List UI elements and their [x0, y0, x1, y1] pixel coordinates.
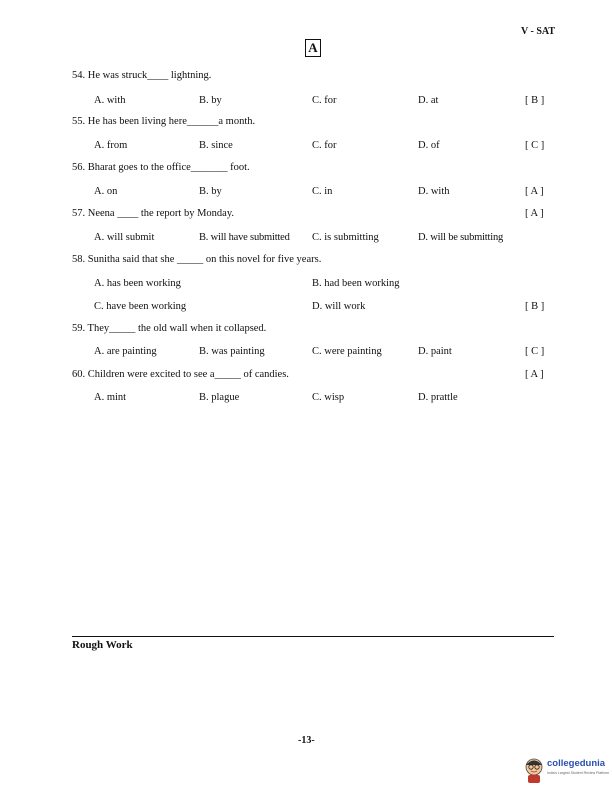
question-58-text: 58. Sunitha said that she _____ on this novel for five years. — [72, 254, 322, 265]
question-57-option-b: B. will have submitted — [199, 232, 290, 243]
question-57-text: 57. Neena ____ the report by Monday. — [72, 208, 235, 219]
question-55-answer: [ C ] — [525, 140, 545, 151]
question-55-option-b: B. since — [199, 140, 233, 151]
question-59-option-b: B. was painting — [199, 346, 265, 357]
question-56-option-a: A. on — [94, 186, 118, 197]
question-54-option-a: A. with — [94, 95, 126, 106]
rough-work-divider — [72, 636, 554, 637]
question-55-option-c: C. for — [312, 140, 337, 151]
question-58-option-a: A. has been working — [94, 278, 181, 289]
question-60-text: 60. Children were excited to see a_____ of candies. — [72, 369, 289, 380]
question-54-answer: [ B ] — [525, 95, 545, 106]
question-60-option-b: B. plague — [199, 392, 240, 403]
question-59-option-a: A. are painting — [94, 346, 157, 357]
question-57-option-c: C. is submitting — [312, 232, 379, 243]
question-55-text: 55. He has been living here______a month. — [72, 116, 256, 127]
brand-tagline: India's Largest Student Review Platform — [547, 771, 610, 775]
question-58-answer: [ B ] — [525, 301, 545, 312]
rough-work-label: Rough Work — [72, 639, 133, 651]
question-56-option-d: D. with — [418, 186, 450, 197]
question-56-option-c: C. in — [312, 186, 333, 197]
question-60-option-d: D. prattle — [418, 392, 458, 403]
question-58-option-c: C. have been working — [94, 301, 187, 312]
brand-name: collegedunia — [547, 758, 606, 769]
question-59-answer: [ C ] — [525, 346, 545, 357]
question-56-answer: [ A ] — [525, 186, 544, 197]
question-57-option-a: A. will submit — [94, 232, 155, 243]
question-54-option-c: C. for — [312, 95, 337, 106]
question-60-answer: [ A ] — [525, 369, 544, 380]
set-label-box: A — [305, 39, 321, 57]
question-57-option-d: D. will be submitting — [418, 232, 504, 243]
paper-code: V - SAT — [521, 26, 556, 37]
question-54-text: 54. He was struck____ lightning. — [72, 70, 212, 81]
question-60-option-a: A. mint — [94, 392, 127, 403]
collegedunia-logo — [522, 754, 610, 786]
question-59-option-c: C. were painting — [312, 346, 382, 357]
question-59-option-d: D. paint — [418, 346, 452, 357]
question-54-option-b: B. by — [199, 95, 222, 106]
question-54-option-d: D. at — [418, 95, 439, 106]
question-58-option-b: B. had been working — [312, 278, 400, 289]
question-55-option-d: D. of — [418, 140, 440, 151]
question-57-answer: [ A ] — [525, 208, 544, 219]
question-60-option-c: C. wisp — [312, 392, 345, 403]
question-56-option-b: B. by — [199, 186, 222, 197]
question-56-text: 56. Bharat goes to the office_______ foot. — [72, 162, 250, 173]
page-number: -13- — [298, 735, 315, 746]
mascot-icon — [522, 756, 546, 784]
question-55-option-a: A. from — [94, 140, 128, 151]
question-58-option-d: D. will work — [312, 301, 366, 312]
question-59-text: 59. They_____ the old wall when it collapsed. — [72, 323, 267, 334]
